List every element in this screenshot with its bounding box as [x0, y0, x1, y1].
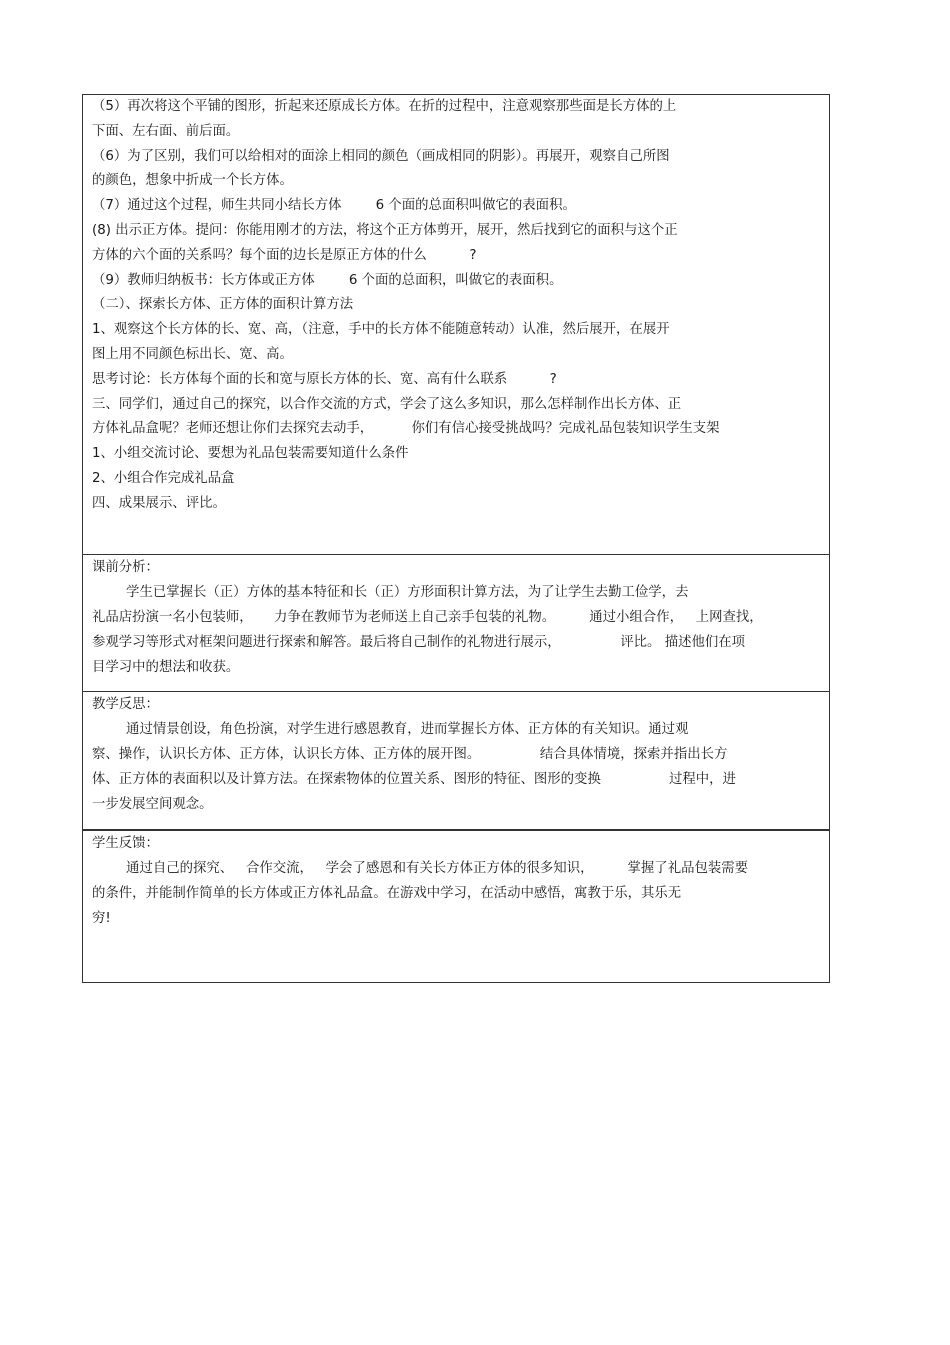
process-line: （二）、探索长方体、正方体的面积计算方法 [92, 297, 354, 313]
process-line: 四、成果展示、评比。 [92, 495, 226, 511]
process-line: （7）通过这个过程，师生共同小结长方体 6 个面的总面积叫做它的表面积。 [92, 198, 576, 214]
process-line: （9）教师归纳板书：长方体或正方体 6 个面的总面积，叫做它的表面积。 [92, 272, 563, 288]
student-feedback-cell [83, 829, 829, 982]
process-line: 1、观察这个长方体的长、宽、高，（注意，手中的长方体不能随意转动）认准，然后展开，在展开 [92, 322, 670, 338]
process-line: 图上用不同颜色标出长、宽、高。 [92, 346, 293, 362]
reflection-line: 一步发展空间观念。 [92, 797, 213, 812]
feedback-line: 通过自己的探究、 合作交流， 学会了感恩和有关长方体正方体的很多知识， 掌握了礼品包装需要 [92, 861, 749, 876]
teaching-reflection-cell [83, 691, 829, 829]
process-line: 思考讨论：长方体每个面的长和宽与原长方体的长、宽、高有什么联系 ? [92, 371, 557, 387]
feedback-heading: 学生反馈： [92, 836, 159, 851]
process-line: (8) 出示正方体。提问：你能用刚才的方法，将这个正方体剪开，展开，然后找到它的面积与这个正 [92, 222, 678, 238]
pre-analysis-line: 礼品店扮演一名小包装师， 力争在教师节为老师送上自己亲手包装的礼物。 通过小组合作， 上网查找， [92, 610, 763, 625]
process-line: （5）再次将这个平铺的图形，折起来还原成长方体。在折的过程中，注意观察那些面是长方体的上 [92, 99, 677, 114]
feedback-line: 的条件，并能制作简单的长方体或正方体礼品盒。在游戏中学习，在活动中感悟，寓教于乐，其乐无 [92, 886, 682, 901]
pre-class-analysis-cell [83, 554, 829, 691]
process-line: 2、小组合作完成礼品盒 [92, 470, 235, 486]
process-line: 下面、左右面、前后面。 [92, 123, 240, 139]
process-line: 方体礼品盒呢？老师还想让你们去探究去动手， 你们有信心接受挑战吗？完成礼品包装知识学生支架 [92, 421, 720, 437]
reflection-line: 通过情景创设，角色扮演，对学生进行感恩教育，进而掌握长方体、正方体的有关知识。通过观 [92, 722, 689, 737]
pre-analysis-line: 参观学习等形式对框架问题进行探索和解答。最后将自己制作的礼物进行展示， 评比。 描述他们在项 [92, 635, 746, 650]
reflection-line: 体、正方体的表面积以及计算方法。在探索物体的位置关系、图形的特征、图形的变换 过程中，进 [92, 772, 736, 787]
lesson-plan-table [82, 94, 830, 983]
process-line: 的颜色，想象中折成一个长方体。 [92, 173, 293, 189]
pre-analysis-line: 目学习中的想法和收获。 [92, 660, 240, 675]
reflection-heading: 教学反思： [92, 697, 159, 712]
teaching-process-cell [83, 95, 829, 554]
pre-analysis-heading: 课前分析： [92, 560, 159, 575]
process-line: （6）为了区别，我们可以给相对的面涂上相同的颜色（画成相同的阴影）。再展开，观察自己所图 [92, 148, 670, 164]
reflection-line: 察、操作，认识长方体、正方体，认识长方体、正方体的展开图。 结合具体情境，探索并指出长方 [92, 747, 728, 762]
process-line: 三、同学们，通过自己的探究，以合作交流的方式，学会了这么多知识，那么怎样制作出长方体、正 [92, 396, 682, 412]
pre-analysis-line: 学生已掌握长（正）方体的基本特征和长（正）方形面积计算方法，为了让学生去勤工俭学，去 [92, 585, 689, 600]
process-line: 1、小组交流讨论、要想为礼品包装需要知道什么条件 [92, 446, 409, 462]
process-line: 方体的六个面的关系吗？每个面的边长是原正方体的什么 ? [92, 247, 477, 263]
feedback-line: 穷! [92, 911, 111, 926]
